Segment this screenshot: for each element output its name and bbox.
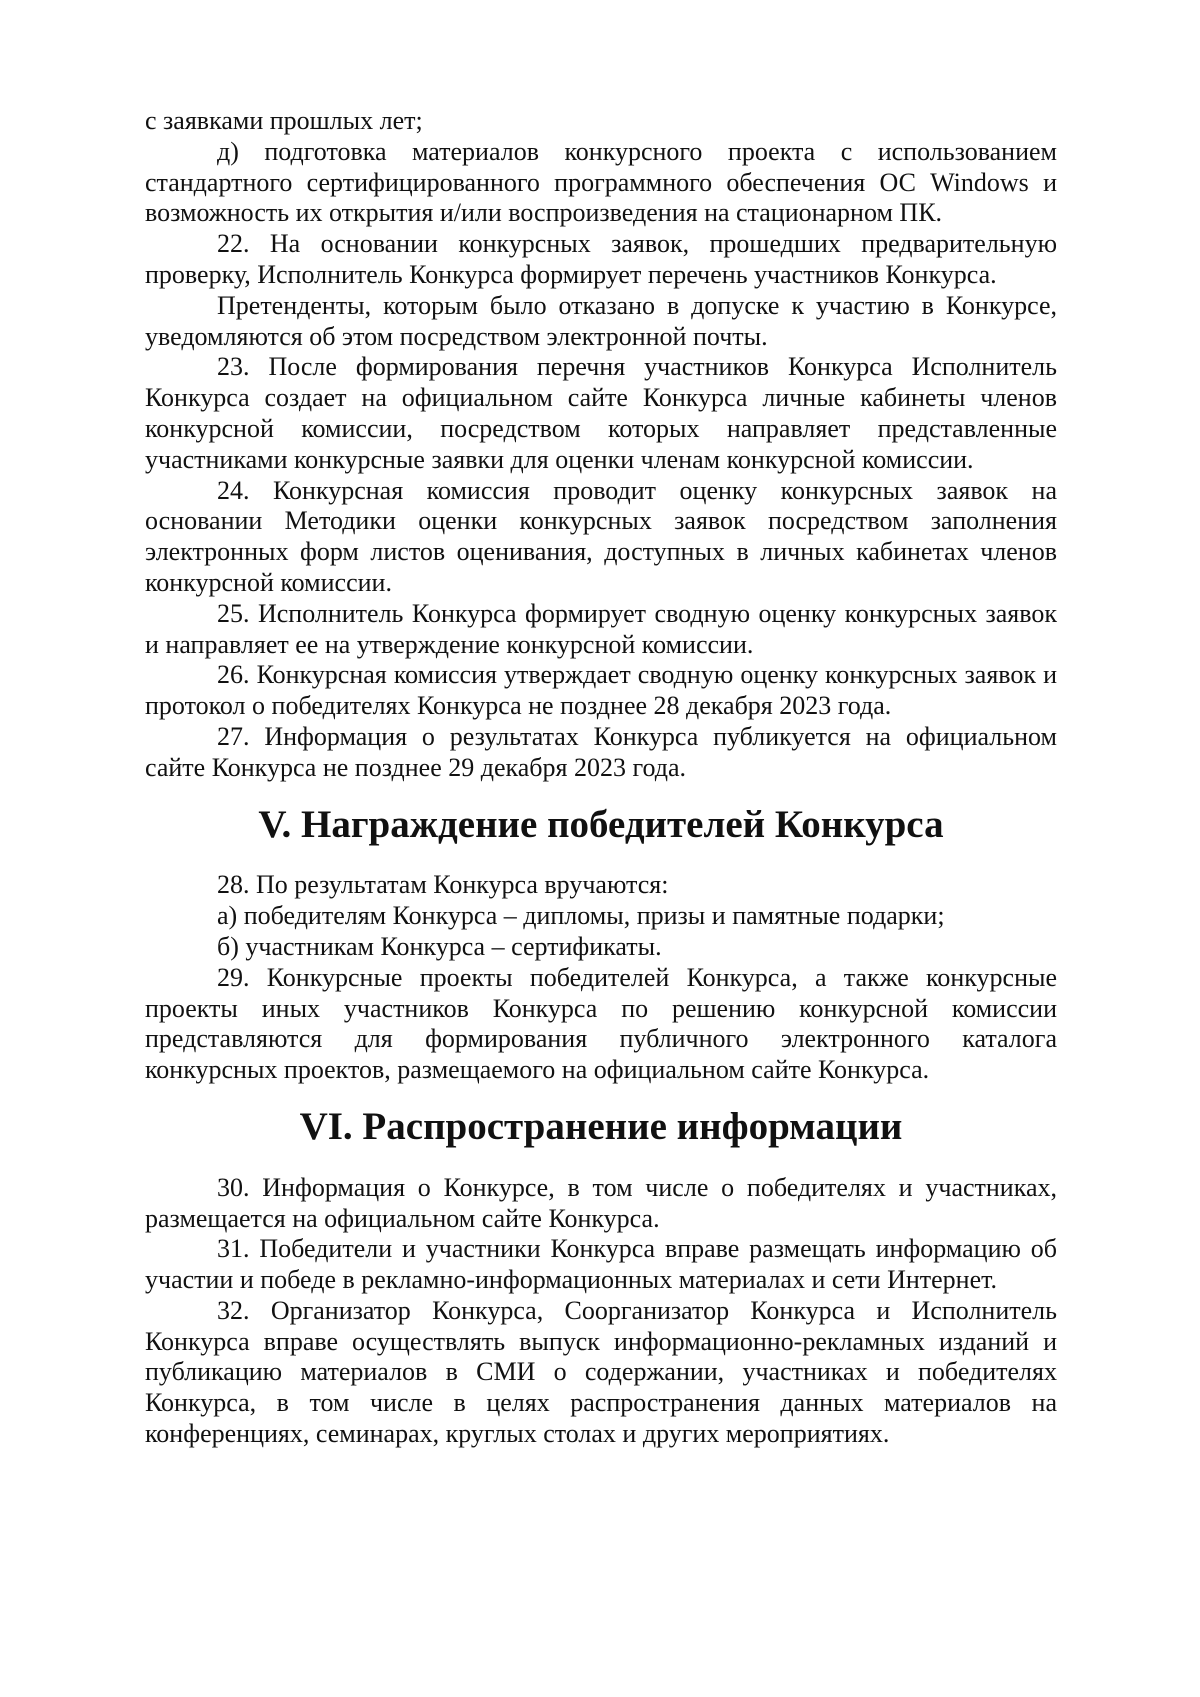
paragraph-30: 30. Информация о Конкурсе, в том числе о победителях и участниках, размещается на официальном сайте Конкурса.	[145, 1172, 1057, 1233]
paragraph-applicants-refused: Претенденты, которым было отказано в допуске к участию в Конкурсе, уведомляются об этом посредством электронной почты.	[145, 290, 1057, 351]
paragraph-32: 32. Организатор Конкурса, Соорганизатор Конкурса и Исполнитель Конкурса вправе осуществлять выпуск информационно-рекламных изданий и публикацию материалов в СМИ о содержании, участниках и победителях Конкурса, в том числе в целях распространения данных материалов на конференциях, семинарах, круглых столах и других мероприятиях.	[145, 1295, 1057, 1449]
paragraph-26: 26. Конкурсная комиссия утверждает сводную оценку конкурсных заявок и протокол о победителях Конкурса не позднее 28 декабря 2023 года.	[145, 660, 1057, 721]
paragraph-23: 23. После формирования перечня участников Конкурса Исполнитель Конкурса создает на официальном сайте Конкурса личные кабинеты членов конкурсной комиссии, посредством которых направляет представленные участниками конкурсные заявки для оценки членам конкурсной комиссии.	[145, 352, 1057, 474]
paragraph-24: 24. Конкурсная комиссия проводит оценку конкурсных заявок на основании Методики оценки конкурсных заявок посредством заполнения электронных форм листов оценивания, доступных в личных кабинетах членов конкурсной комиссии.	[145, 475, 1057, 597]
paragraph-25: 25. Исполнитель Конкурса формирует сводную оценку конкурсных заявок и направляет ее на утверждение конкурсной комиссии.	[145, 598, 1057, 659]
paragraph-27: 27. Информация о результатах Конкурса публикуется на официальном сайте Конкурса не позднее 29 декабря 2023 года.	[145, 721, 1057, 782]
paragraph-28: 28. По результатам Конкурса вручаются:	[217, 870, 669, 900]
paragraph-31: 31. Победители и участники Конкурса вправе размещать информацию об участии и победе в рекламно-информационных материалах и сети Интернет.	[145, 1234, 1057, 1295]
section-heading-awards: V. Награждение победителей Конкурса	[258, 802, 944, 846]
paragraph-28-a: а) победителям Конкурса – дипломы, призы и памятные подарки;	[217, 901, 945, 931]
paragraph-item-d: д) подготовка материалов конкурсного проекта с использованием стандартного сертифицированного программного обеспечения ОС Windows и возможность их открытия и/или воспроизведения на стационарном ПК.	[145, 136, 1057, 228]
section-heading-information: VI. Распространение информации	[299, 1104, 903, 1148]
paragraph-continuation: с заявками прошлых лет;	[145, 106, 423, 135]
paragraph-29: 29. Конкурсные проекты победителей Конкурса, а также конкурсные проекты иных участников Конкурса по решению конкурсной комиссии представляются для формирования публичного электронного каталога конкурсных проектов, размещаемого на официальном сайте Конкурса.	[145, 962, 1057, 1085]
paragraph-22: 22. На основании конкурсных заявок, прошедших предварительную проверку, Исполнитель Конкурса формирует перечень участников Конкурса.	[145, 229, 1057, 289]
document-page	[145, 106, 1057, 1450]
paragraph-28-b: б) участникам Конкурса – сертификаты.	[217, 931, 662, 961]
